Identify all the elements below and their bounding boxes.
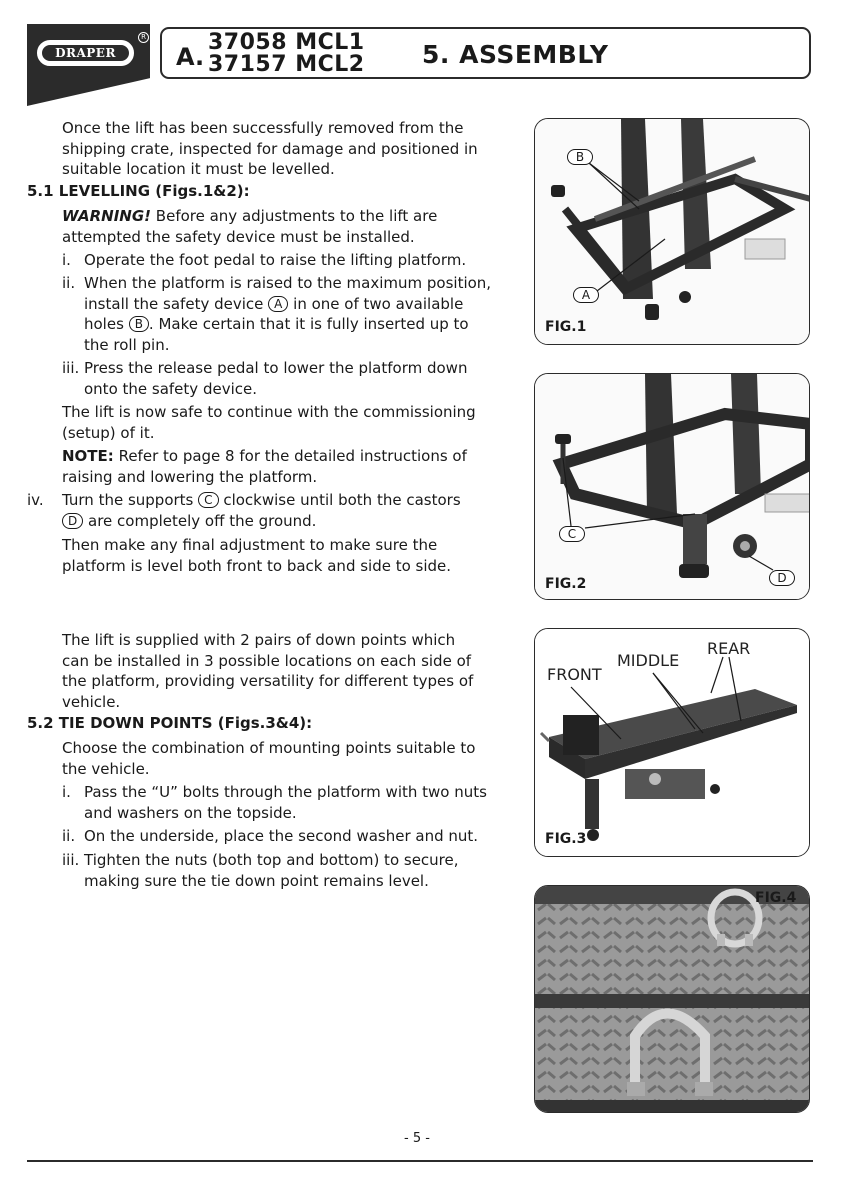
tie-step-i-line-2: and washers on the topside. [84,803,297,822]
warning-text-1: Before any adjustments to the lift are [155,207,438,225]
section-title: 5. ASSEMBLY [422,40,609,69]
callout-a-inline: A [268,296,288,312]
step-iv-text-1b: clockwise until both the castors [223,491,461,509]
step-i-num: i. [62,251,71,269]
step-iv-text-2b: are completely off the ground. [88,511,317,530]
safe-line-2: (setup) of it. [62,423,155,442]
tie-step-i-line-1: Pass the “U” bolts through the platform with two nuts [84,783,487,801]
tie-step-iii-num: iii. [62,851,80,869]
intro-line-2: shipping crate, inspected for damage and positioned in [62,139,478,158]
intro-line-1: Once the lift has been successfully removed from the [62,119,464,137]
note-label: NOTE: [62,447,114,465]
step-ii-text-2a: install the safety device [84,294,264,313]
page-number: - 5 - [404,1131,430,1146]
step-i-text: Operate the foot pedal to raise the lifting platform. [84,251,467,269]
warning-label: WARNING! [62,207,152,225]
logo-badge [41,44,130,62]
warning-line-1 [62,206,437,227]
choose-line-2: the vehicle. [62,759,150,778]
fig3-label-rear: REAR [707,639,751,658]
safe-line-1: The lift is now safe to continue with the commissioning [62,403,476,421]
step-iii-num: iii. [62,359,80,377]
note-text-1: Refer to page 8 for the detailed instructions of [118,447,467,465]
step-ii-text-3a: holes [84,315,124,333]
draper-logo [37,40,134,66]
step-ii-num: ii. [62,274,76,292]
step-iii-line-1: Press the release pedal to lower the platform down [84,359,468,377]
tie-step-ii-num: ii. [62,827,76,845]
fig2-callout-d: D [769,570,795,586]
tie-intro-line-1: The lift is supplied with 2 pairs of down points which [62,631,456,649]
registered-mark: R [138,32,149,43]
fig2-callout-c: C [559,526,585,542]
fig4-label: FIG.4 [755,890,797,906]
callout-c-inline: C [198,492,218,508]
intro-line-3: suitable location it must be levelled. [62,160,335,178]
step-iv-text-1a: Turn the supports [62,491,194,509]
footer-rule [27,1160,813,1162]
heading-levelling: 5.1 LEVELLING (Figs.1&2): [27,182,250,200]
tie-step-iii-line-1: Tighten the nuts (both top and bottom) to secure, [84,851,459,869]
tie-step-i-num: i. [62,783,71,801]
fig3-label: FIG.3 [545,831,587,847]
tie-intro-line-3: the platform, providing versatility for different types of [62,672,474,690]
step-iv-line-2 [62,511,316,532]
fig2-label: FIG.2 [545,576,587,592]
callout-b-inline: B [129,316,149,332]
note-line-2: raising and lowering the platform. [62,467,318,486]
fig1-callout-b: B [567,149,593,165]
step-ii-line-3 [84,314,469,335]
step-ii-line-4: the roll pin. [84,335,170,354]
step-iii-line-2: onto the safety device. [84,379,257,398]
heading-tie-down: 5.2 TIE DOWN POINTS (Figs.3&4): [27,714,313,732]
title-box [160,27,811,79]
figure-4 [534,885,810,1113]
then-line-2: platform is level both front to back and side to side. [62,556,452,575]
model-number-2: 37157 MCL2 [208,52,365,77]
fig2-illustration [535,374,810,600]
fig1-callout-a: A [573,287,599,303]
step-iv-line-1 [62,490,461,511]
tie-step-iii-line-2: making sure the tie down point remains level. [84,871,429,890]
warning-line-2: attempted the safety device must be installed. [62,227,415,246]
figure-2 [534,373,810,600]
fig4-illustration [535,886,810,1113]
model-prefix: A. [176,43,205,71]
step-ii-line-1: When the platform is raised to the maximum position, [84,274,492,292]
step-ii-text-2b: in one of two available [293,294,464,313]
tie-intro-line-4: vehicle. [62,692,121,711]
choose-line-1: Choose the combination of mounting points suitable to [62,739,476,757]
tie-step-ii-line-1: On the underside, place the second washer and nut. [84,827,479,845]
fig3-label-middle: MIDDLE [617,651,680,670]
fig1-label: FIG.1 [545,319,587,335]
step-iv-num: iv. [27,491,44,509]
callout-d-inline: D [62,513,83,529]
logo-text: DRAPER [55,46,116,60]
then-line-1: Then make any final adjustment to make sure the [62,536,438,554]
tie-intro-line-2: can be installed in 3 possible locations on each side of [62,651,472,670]
note-line-1 [62,446,467,467]
step-ii-line-2 [84,294,463,315]
figure-3 [534,628,810,857]
model-number-1: 37058 MCL1 [208,30,365,55]
fig3-label-front: FRONT [547,665,602,684]
step-ii-text-3b: . Make certain that it is fully inserted up to [148,315,469,333]
figure-1 [534,118,810,345]
